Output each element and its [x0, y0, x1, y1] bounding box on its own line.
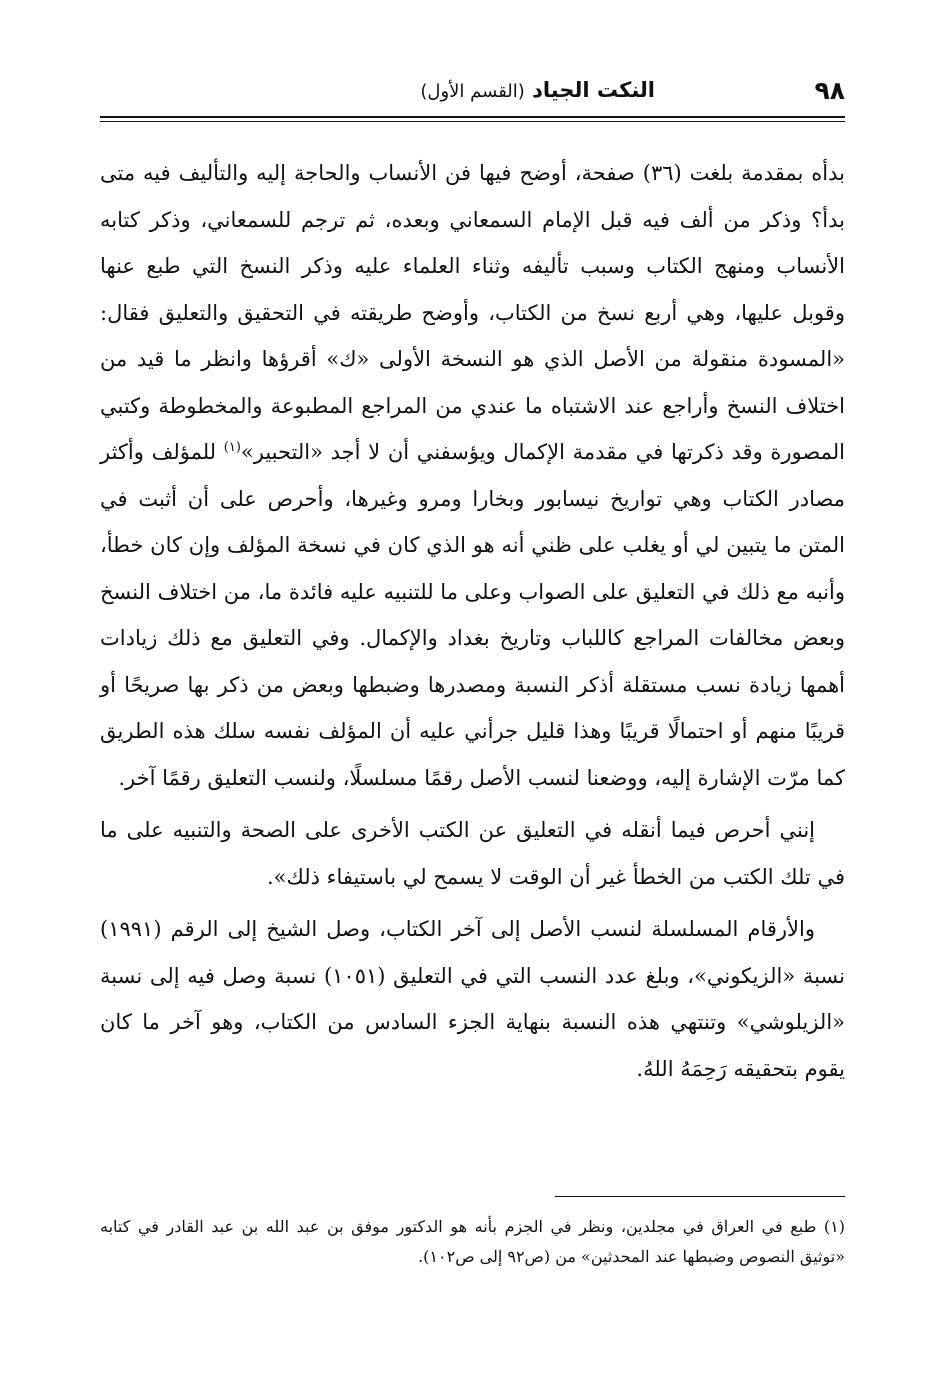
- paragraph-2: إنني أحرص فيما أنقله في التعليق عن الكتب الأخرى على الصحة والتنبيه على ما في تلك الكتب من الخطأ غير أن الوقت لا يسمح لي باستيفاء ذلك».: [100, 818, 845, 889]
- book-part: (القسم الأول): [420, 81, 525, 102]
- footnote-separator: [555, 1196, 845, 1197]
- page-number: ٩٨: [814, 76, 845, 105]
- header-rule-thick: [100, 116, 845, 118]
- main-text: [100, 150, 845, 1092]
- header-title: [420, 78, 655, 102]
- header-rule-thin: [100, 121, 845, 122]
- paragraph-1: [100, 150, 845, 801]
- running-header: [100, 70, 845, 122]
- paragraph-1-part-b: للمؤلف وأكثر مصادر الكتاب وهي تواريخ نيسابور وبخارا ومرو وغيرها، وأحرص على أن أثبت في المتن ما يتبين لي أو يغلب على ظني أنه هو الذي كان في نسخة المؤلف وإن كان خطأ، وأنبه مع ذلك في التعليق على الصواب وعلى ما للتنبيه عليه فائدة ما، من اختلاف النسخ وبعض مخالفات المراجع كاللباب وتاريخ بغداد والإكمال. وفي التعليق مع ذلك زيادات أهمها زيادة نسب مستقلة أذكر النسبة ومصدرها وضبطها وبعض من ذكر بها صريحًا أو قريبًا منهم أو احتمالًا قريبًا وهذا قليل جرأني عليه أن المؤلف نفسه سلك هذه الطريق كما مرّت الإشارة إليه، ووضعنا لنسب الأصل رقمًا مسلسلًا، ولنسب التعليق رقمًا آخر.: [100, 440, 845, 790]
- book-title: النكت الجياد: [532, 78, 655, 102]
- footnote-reference-1[interactable]: (١): [223, 440, 241, 455]
- paragraph-1-part-a: بدأه بمقدمة بلغت (٣٦) صفحة، أوضح فيها فن الأنساب والحاجة إليه والتأليف فيه متى بدأ؟ وذكر من ألف فيه قبل الإمام السمعاني وبعده، ثم ترجم للسمعاني، وذكر كتابه الأنساب ومنهج الكتاب وسبب تأليفه وثناء العلماء عليه وذكر النسخ التي طبع عنها وقوبل عليها، وهي أربع نسخ من الكتاب، وأوضح طريقته في التحقيق والتعليق فقال: «المسودة منقولة من الأصل الذي هو النسخة الأولى «ك» أقرؤها وانظر ما قيد من اختلاف النسخ وأراجع عند الاشتباه ما عندي من المراجع المطبوعة والمخطوطة وكتبي المصورة وقد ذكرتها في مقدمة الإكمال ويؤسفني أن لا أجد «التحبير»: [100, 161, 845, 464]
- footnote-1: (١) طبع في العراق في مجلدين، ونظر في الجزم بأنه هو الدكتور موفق بن عبد الله بن عبد القادر في كتابه «توثيق النصوص وضبطها عند المحدثين» من (ص٩٢ إلى ص١٠٢).: [100, 1217, 845, 1266]
- paragraph-3: والأرقام المسلسلة لنسب الأصل إلى آخر الكتاب، وصل الشيخ إلى الرقم (١٩٩١) نسبة «الزيكوني»، وبلغ عدد النسب التي في التعليق (١٠٥١) نسبة وصل فيه إلى نسبة «الزيلوشي» وتنتهي هذه النسبة بنهاية الجزء السادس من الكتاب، وهو آخر ما كان يقوم بتحقيقه رَحِمَهُ اللهُ.: [100, 917, 846, 1081]
